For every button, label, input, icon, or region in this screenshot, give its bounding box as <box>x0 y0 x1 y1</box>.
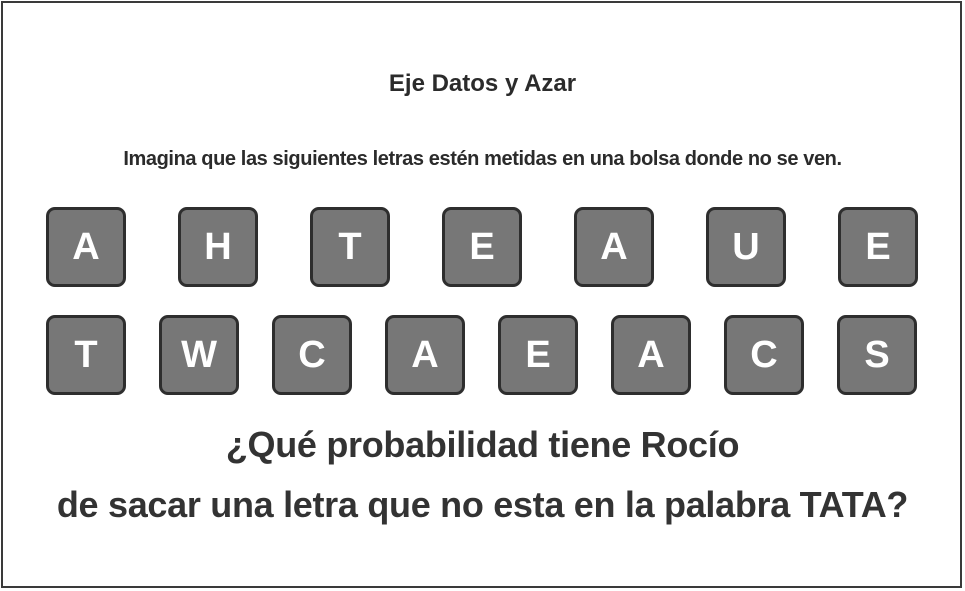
letter-tile: H <box>178 207 258 287</box>
letter-tile: T <box>310 207 390 287</box>
letter-tile: E <box>838 207 918 287</box>
letter-tile: T <box>46 315 126 395</box>
letter-tile: E <box>498 315 578 395</box>
letter-tile: A <box>574 207 654 287</box>
letter-tile: U <box>706 207 786 287</box>
letter-tile: A <box>385 315 465 395</box>
letter-tile: C <box>724 315 804 395</box>
letter-tile: A <box>611 315 691 395</box>
letter-tile: S <box>837 315 917 395</box>
letter-tile: E <box>442 207 522 287</box>
instruction-text: Imagina que las siguientes letras estén metidas en una bolsa donde no se ven. <box>123 148 842 170</box>
letter-tile: A <box>46 207 126 287</box>
letter-tile: W <box>159 315 239 395</box>
letter-tile: C <box>272 315 352 395</box>
page-title: Eje Datos y Azar <box>388 70 577 97</box>
question-line-1: ¿Qué probabilidad tiene Rocío <box>225 424 740 465</box>
question-line-2: de sacar una letra que no esta en la palabra TATA? <box>56 484 909 525</box>
